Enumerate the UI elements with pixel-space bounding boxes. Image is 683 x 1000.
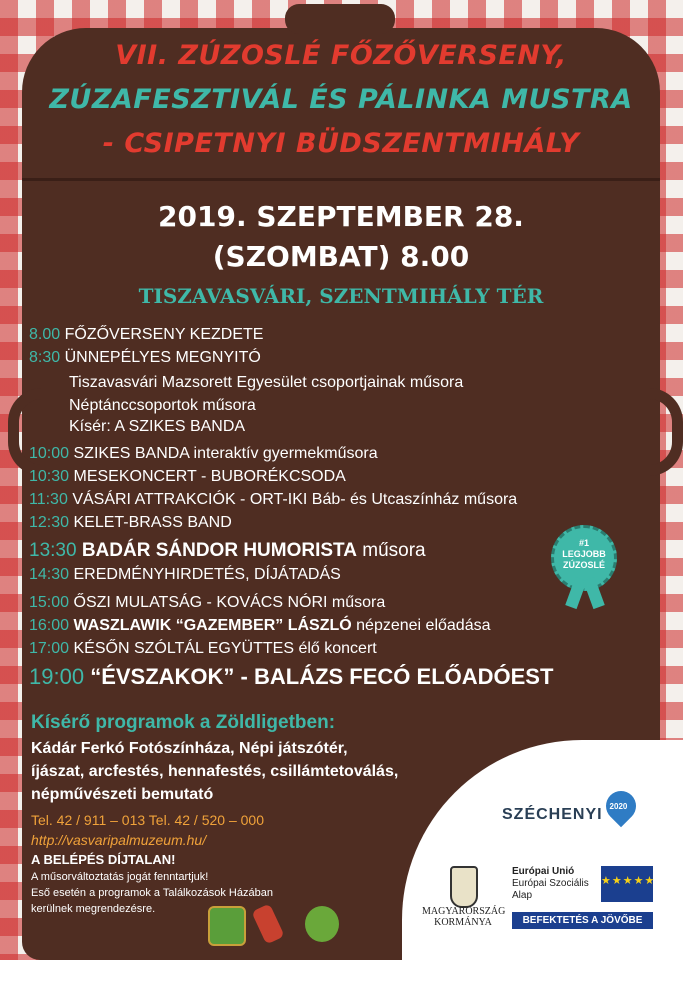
location-pin-icon: 2020 [600,785,642,827]
title-line-3: - CSIPETNYI BÜDSZENTMIHÁLY [102,128,580,159]
schedule-item: 8:30 ÜNNEPÉLYES MEGNYITÓ [29,349,261,366]
free-entry-text: A BELÉPÉS DÍJTALAN! [31,852,176,867]
schedule-item: 19:00 “ÉVSZAKOK” - BALÁZS FECÓ ELŐADÓEST [29,664,554,689]
badge-text: LEGJOBB [562,549,606,559]
title-line-1: VII. ZÚZOSLÉ FŐZŐVERSENY, [115,40,567,71]
lid-handle [285,4,395,34]
badge-text: ZÚZOSLÉ [563,560,605,570]
phone-numbers: Tel. 42 / 911 – 013 Tel. 42 / 520 – 000 [31,812,264,828]
title-line-2: ZÚZAFESZTIVÁL ÉS PÁLINKA MUSTRA [49,84,633,115]
opening-detail: Néptánccsoportok műsora [69,397,256,414]
szechenyi-logo-text: SZÉCHENYI [502,806,603,823]
eu-flag-icon: ★★★★★ [601,866,653,902]
gov-text: MAGYARORSZÁG [422,906,506,917]
eu-slogan: BEFEKTETÉS A JÖVŐBE [512,912,653,929]
opening-detail: Kísér: A SZIKES BANDA [69,418,246,435]
gov-text: KORMÁNYA [434,917,492,928]
best-zuzosle-badge [551,525,617,591]
event-day-time: (SZOMBAT) 8.00 [212,240,470,273]
note-line: Eső esetén a programok a Találkozások Házában [31,887,273,899]
eu-text: Európai Unió [512,866,575,877]
eu-text: Alap [512,890,533,901]
schedule-item: 10:30 MESEKONCERT - BUBORÉKCSODA [29,468,346,485]
pot-handle-right [632,388,683,476]
schedule-item: 15:00 ŐSZI MULATSÁG - KOVÁCS NÓRI műsora [29,594,386,611]
eu-label [512,866,602,902]
opening-detail: Tiszavasvári Mazsorett Egyesület csoportjainak műsora [69,374,464,391]
schedule-item: 14:30 EREDMÉNYHIRDETÉS, DÍJÁTADÁS [29,566,341,583]
government-label [422,906,504,928]
festival-logo [305,906,339,942]
schedule-item: 11:30 VÁSÁRI ATTRAKCIÓK - ORT-IKI Báb- és Utcaszínház műsora [29,491,518,508]
side-program-line: népművészeti bemutató [31,786,214,803]
note-line: kerülnek megrendezésre. [31,903,156,915]
side-programs-heading: Kísérő programok a Zöldligetben: [31,712,336,733]
website-link[interactable]: http://vasvaripalmuzeum.hu/ [31,832,207,848]
hungarian-coat-of-arms-icon [450,866,478,908]
schedule-item: 8.00 FŐZŐVERSENY KEZDETE [29,326,264,343]
badge-text: #1 [578,538,589,548]
schedule-item: 13:30 BADÁR SÁNDOR HUMORISTA műsora [29,540,426,561]
side-program-line: Kádár Ferkó Fotószínháza, Népi játszótér, [31,740,348,757]
event-venue: TISZAVASVÁRI, SZENTMIHÁLY TÉR [138,284,544,308]
schedule-item: 10:00 SZIKES BANDA interaktív gyermekműsora [29,445,378,462]
museum-logo [208,906,246,946]
side-program-line: íjászat, arcfestés, hennafestés, csillámtetoválás, [31,763,399,780]
note-line: A műsorváltoztatás jogát fenntartjuk! [31,871,209,883]
schedule-item: 16:00 WASZLAWIK “GAZEMBER” LÁSZLÓ népzenei előadása [29,617,491,634]
schedule-item: 17:00 KÉSŐN SZÓLTÁL EGYÜTTES élő koncert [29,640,377,657]
eu-text: Európai Szociális [512,878,589,889]
event-date: 2019. SZEPTEMBER 28. [158,200,524,233]
schedule-item: 12:30 KELET-BRASS BAND [29,514,232,531]
